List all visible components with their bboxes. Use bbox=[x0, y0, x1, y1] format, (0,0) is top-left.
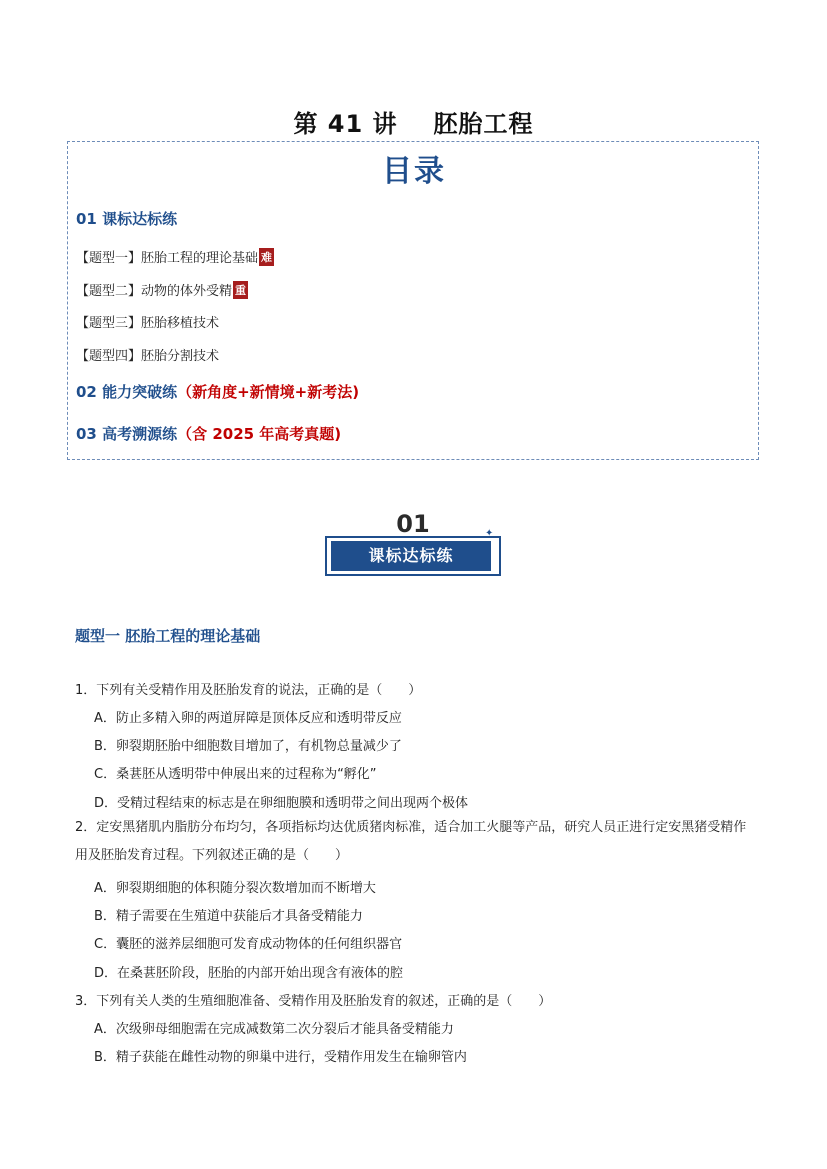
toc-type-label: 【题型四】胚胎分割技术 bbox=[76, 349, 220, 364]
question-1-option-b: B．卵裂期胚胎中细胞数目增加了，有机物总量减少了 bbox=[94, 739, 402, 754]
section-number: 01 bbox=[396, 510, 430, 538]
question-3-option-a: A．次级卵母细胞需在完成减数第二次分裂后才能具备受精能力 bbox=[94, 1022, 454, 1037]
toc-section-1[interactable]: 01 课标达标练 bbox=[76, 210, 178, 228]
table-of-contents bbox=[67, 141, 759, 460]
question-1-option-a: A．防止多精入卵的两道屏障是顶体反应和透明带反应 bbox=[94, 711, 402, 726]
lecture-number: 第 41 讲 bbox=[293, 110, 398, 138]
question-2-option-d: D．在桑葚胚阶段，胚胎的内部开始出现含有液体的腔 bbox=[94, 966, 404, 981]
section-label: 课标达标练 bbox=[331, 541, 491, 571]
toc-section-2-label: 02 能力突破练 bbox=[76, 383, 178, 401]
difficulty-badge: 难 bbox=[259, 248, 274, 266]
toc-type-label: 【题型三】胚胎移植技术 bbox=[76, 316, 220, 331]
section-banner bbox=[323, 510, 503, 580]
toc-type-3[interactable] bbox=[76, 312, 219, 331]
page-title bbox=[0, 104, 827, 139]
toc-type-label: 【题型二】动物的体外受精 bbox=[76, 284, 233, 299]
toc-type-4[interactable] bbox=[76, 345, 219, 364]
toc-section-2[interactable] bbox=[76, 381, 359, 402]
lecture-topic: 胚胎工程 bbox=[433, 110, 534, 138]
question-2-option-a: A．卵裂期细胞的体积随分裂次数增加而不断增大 bbox=[94, 881, 376, 896]
question-type-heading: 题型一 胚胎工程的理论基础 bbox=[75, 627, 261, 645]
toc-type-label: 【题型一】胚胎工程的理论基础 bbox=[76, 251, 259, 266]
toc-section-3[interactable] bbox=[76, 423, 341, 444]
key-point-badge: 重 bbox=[233, 281, 248, 299]
sparkle-icon: ✦ bbox=[485, 528, 494, 539]
toc-type-1[interactable] bbox=[76, 247, 274, 266]
question-1-option-d: D．受精过程结束的标志是在卵细胞膜和透明带之间出现两个极体 bbox=[94, 796, 469, 811]
toc-section-3-note: （含 2025 年高考真题) bbox=[177, 425, 342, 443]
toc-section-3-label: 03 高考溯源练 bbox=[76, 425, 178, 443]
question-1-option-c: C．桑葚胚从透明带中伸展出来的过程称为“孵化” bbox=[94, 767, 377, 782]
question-1-stem: 1．下列有关受精作用及胚胎发育的说法，正确的是（ ） bbox=[75, 683, 422, 698]
toc-section-2-note: （新角度+新情境+新考法) bbox=[177, 383, 360, 401]
question-3-option-b: B．精子获能在雌性动物的卵巢中进行，受精作用发生在输卵管内 bbox=[94, 1050, 467, 1065]
toc-heading: 目录 bbox=[382, 154, 446, 189]
question-3-stem: 3．下列有关人类的生殖细胞准备、受精作用及胚胎发育的叙述，正确的是（ ） bbox=[75, 994, 552, 1009]
toc-type-2[interactable] bbox=[76, 280, 248, 299]
question-2-option-b: B．精子需要在生殖道中获能后才具备受精能力 bbox=[94, 909, 363, 924]
question-2-option-c: C．囊胚的滋养层细胞可发育成动物体的任何组织器官 bbox=[94, 937, 403, 952]
question-2-stem: 2．定安黑猪肌内脂肪分布均匀，各项指标均达优质猪肉标准，适合加工火腿等产品，研究人员正进行定安黑猪受精作用及胚胎发育过程。下列叙述正确的是（ ） bbox=[75, 820, 747, 863]
